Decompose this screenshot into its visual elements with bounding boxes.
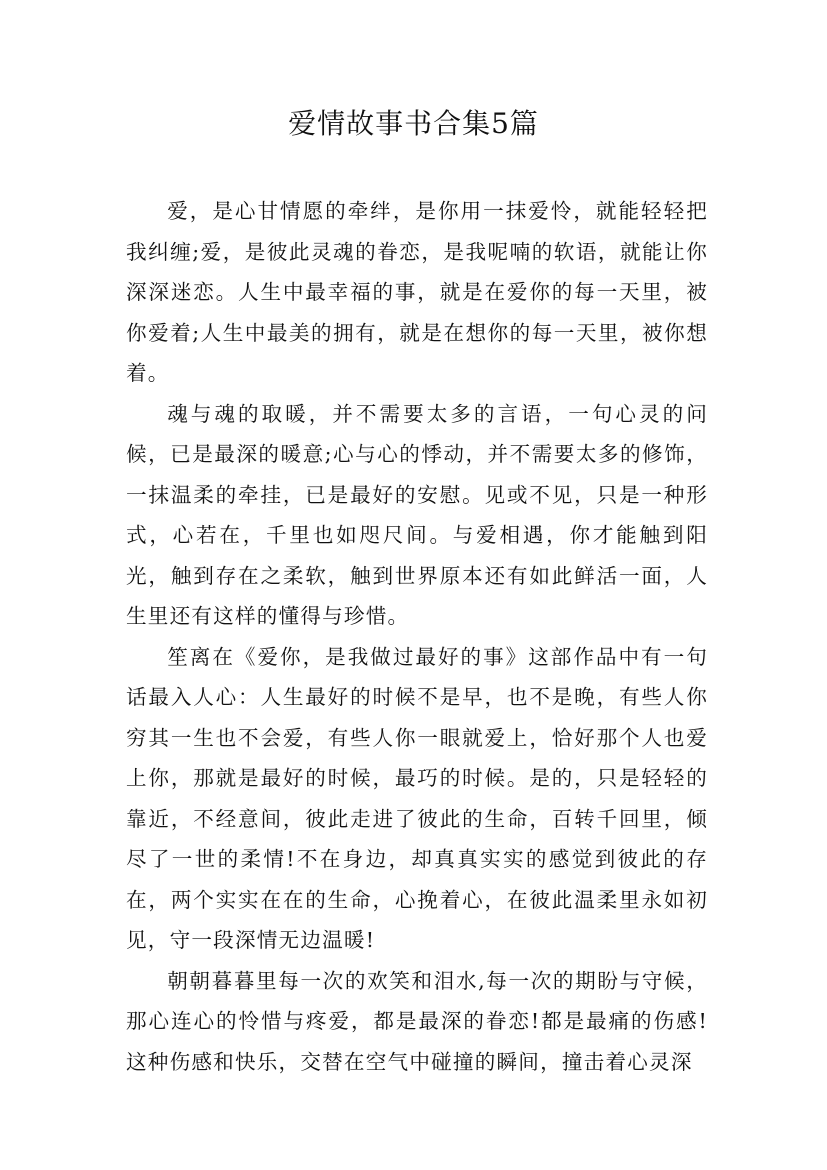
document-title: 爱情故事书合集5篇 xyxy=(288,107,539,140)
document-body xyxy=(126,191,708,1082)
paragraph: 朝朝暮暮里每一次的欢笑和泪水,每一次的期盼与守候，那心连心的怜惜与疼爱，都是最深的眷恋!都是最痛的伤感!这种伤感和快乐，交替在空气中碰撞的瞬间，撞击着心灵深 xyxy=(126,968,708,1074)
paragraph: 魂与魂的取暖，并不需要太多的言语，一句心灵的问候，已是最深的暖意;心与心的悸动，并不需要太多的修饰，一抹温柔的牵挂，已是最好的安慰。见或不见，只是一种形式，心若在，千里也如咫尺间。与爱相遇，你才能触到阳光，触到存在之柔软，触到世界原本还有如此鲜活一面，人生里还有这样的懂得与珍惜。 xyxy=(126,401,708,628)
paragraph: 爱，是心甘情愿的牵绊，是你用一抹爱怜，就能轻轻把我纠缠;爱，是彼此灵魂的眷恋，是我呢喃的软语，就能让你深深迷恋。人生中最幸福的事，就是在爱你的每一天里，被你爱着;人生中最美的拥有，就是在想你的每一天里，被你想着。 xyxy=(126,199,708,385)
paragraph: 笙离在《爱你，是我做过最好的事》这部作品中有一句话最入人心：人生最好的时候不是早，也不是晚，有些人你穷其一生也不会爱，有些人你一眼就爱上，恰好那个人也爱上你，那就是最好的时候，最巧的时候。是的，只是轻轻的靠近，不经意间，彼此走进了彼此的生命，百转千回里，倾尽了一世的柔情!不在身边，却真真实实的感觉到彼此的存在，两个实实在在的生命，心挽着心，在彼此温柔里永如初见，守一段深情无边温暖! xyxy=(126,644,708,952)
